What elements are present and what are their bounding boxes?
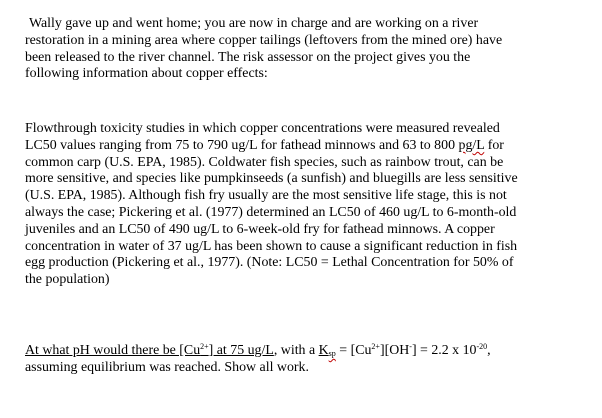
text-segment: K <box>318 343 329 358</box>
text-segment: ][OH <box>379 343 410 358</box>
text-segment: ] at 75 ug/L <box>208 343 274 358</box>
underlined-question <box>25 343 274 358</box>
text-segment: for <box>484 137 504 153</box>
text-line: Wally gave up and went home; you are now in charge and are working on a river <box>29 16 479 31</box>
subscript: sp <box>328 349 336 358</box>
text-segment: ] = 2.2 x 10 <box>411 343 477 358</box>
spellcheck-flagged-word: pg/L <box>458 137 485 153</box>
text-line: Flowthrough toxicity studies in which copper concentrations were measured revealed <box>25 121 500 136</box>
text-segment: At what pH would there be [Cu <box>25 343 201 358</box>
text-line: been released to the river channel. The risk assessor on the project gives you the <box>25 49 471 65</box>
text-line: more sensitive, and species like pumpkinseeds (a sunfish) and bluegills are less sensitive <box>25 171 518 187</box>
text-segment: LC50 values ranging from 75 to 790 ug/L for fathead minnows and 63 to 800 <box>25 137 459 153</box>
text-line: concentration in water of 37 ug/L has been shown to cause a significant reduction in fish <box>25 238 518 254</box>
text-line: restoration in a mining area where copper tailings (leftovers from the mined ore) have <box>25 32 503 48</box>
question-line: assuming equilibrium was reached. Show all work. <box>25 359 309 375</box>
text-segment: , <box>487 343 491 358</box>
superscript: 2+ <box>371 342 380 351</box>
text-line <box>25 138 597 155</box>
ksp-symbol <box>319 343 336 358</box>
text-segment: , with a <box>273 343 319 358</box>
question-paragraph <box>25 343 597 377</box>
text-segment: = [Cu <box>335 343 372 358</box>
text-line: (U.S. EPA, 1985). Although fish fry usually are the most sensitive life stage, this is not <box>25 188 507 204</box>
text-line: egg production (Pickering et al., 1977). (Note: LC50 = Lethal Concentration for 50% of <box>25 255 514 271</box>
toxicity-paragraph <box>25 121 597 289</box>
text-line: always the case; Pickering et al. (1977) determined an LC50 of 460 ug/L to 6-month-old <box>25 204 517 220</box>
superscript: 2+ <box>200 342 209 351</box>
superscript: - <box>409 342 412 351</box>
question-line <box>25 343 597 360</box>
text-line: the population) <box>25 272 110 288</box>
superscript: -20 <box>476 342 488 351</box>
text-line: juveniles and an LC50 of 490 ug/L to 6-week-old fry for fathead minnows. A copper <box>25 221 495 237</box>
text-line: common carp (U.S. EPA, 1985). Coldwater fish species, such as rainbow trout, can be <box>25 154 504 170</box>
text-line: following information about copper effects: <box>25 66 268 82</box>
intro-paragraph <box>25 16 597 83</box>
